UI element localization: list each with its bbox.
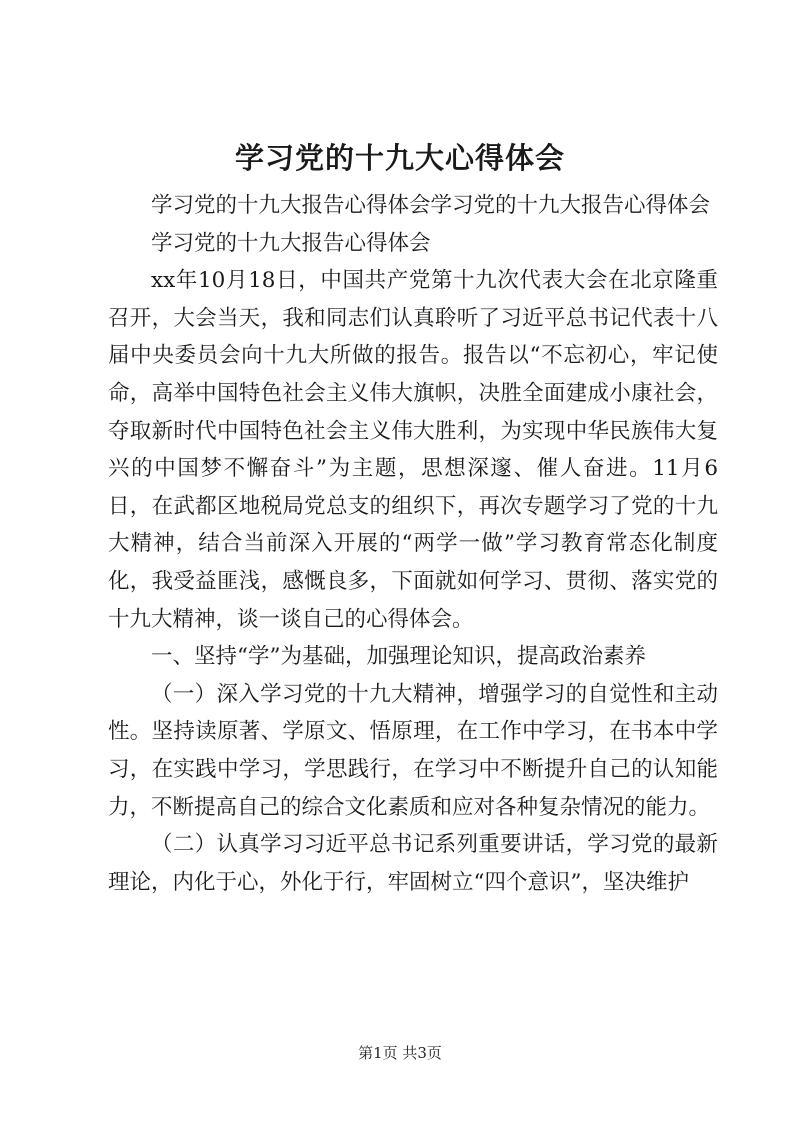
paragraph-intro: xx年10月18日，中国共产党第十九次代表大会在北京隆重召开，大会当天，我和同志们认真聆听了习近平总书记代表十八届中央委员会向十九大所做的报告。报告以“不忘初心，牢记使命，高举中国特色社会主义伟大旗帜，决胜全面建成小康社会，夺取新时代中国特色社会主义伟大胜利，为实现中华民族伟大复兴的中国梦不懈奋斗”为主题，思想深邃、催人奋进。11月6日，在武都区地税局党总支的组织下，再次专题学习了党的十九大精神，结合当前深入开展的“两学一做”学习教育常态化制度化，我受益匪浅，感慨良多，下面就如何学习、贯彻、落实党的十九大精神，谈一谈自己的心得体会。 (108, 268, 718, 632)
paragraph-point-2: （二）认真学习习近平总书记系列重要讲话，学习党的最新理论，内化于心，外化于行，牢固树立“四个意识”，坚决维护 (108, 832, 718, 895)
document-body (108, 187, 718, 901)
paragraph-subtitle: 学习党的十九大报告心得体会学习党的十九大报告心得体会 (151, 193, 711, 218)
section-heading-1: 一、坚持“学”为基础，加强理论知识，提高政治素养 (151, 644, 646, 670)
document-title: 学习党的十九大心得体会 (234, 141, 565, 175)
page-number-footer: 第1页 共3页 (358, 1044, 442, 1062)
paragraph-heading: 学习党的十九大报告心得体会 (151, 230, 431, 256)
paragraph-point-1: （一）深入学习党的十九大精神，增强学习的自觉性和主动性。坚持读原著、学原文、悟原理，在工作中学习，在书本中学习，在实践中学习，学思践行，在学习中不断提升自己的认知能力，不断提高自己的综合文化素质和应对各种复杂情况的能力。 (108, 681, 718, 820)
